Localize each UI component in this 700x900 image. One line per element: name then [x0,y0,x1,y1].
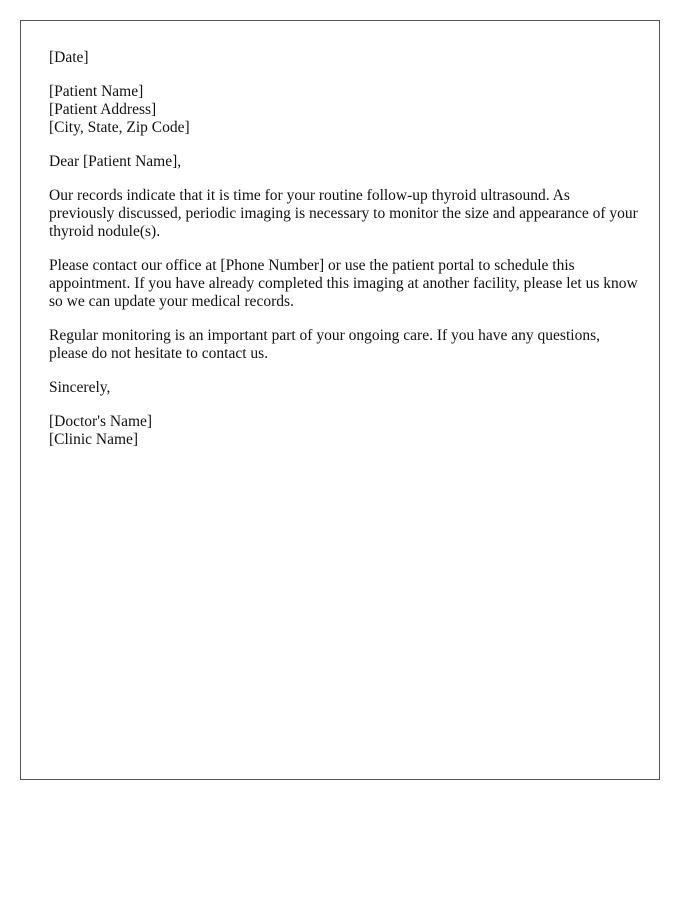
closing: Sincerely, [49,379,111,396]
salutation: Dear [Patient Name], [49,153,182,170]
body-paragraph-3: Regular monitoring is an important part of your ongoing care. If you have any questions, please do not hesitate to contact us. [49,327,600,362]
recipient-address: [Patient Address] [49,101,157,118]
recipient-address-block [49,83,639,137]
body-paragraph-1: Our records indicate that it is time for your routine follow-up thyroid ultrasound. As previously discussed, periodic imaging is necessary to monitor the size and appearance of your thyroid nodule(s). [49,187,638,240]
letter-body [49,49,639,465]
doctor-name: [Doctor's Name] [49,413,153,430]
recipient-name: [Patient Name] [49,83,144,100]
signature-block [49,413,639,449]
body-paragraph-2: Please contact our office at [Phone Number] or use the patient portal to schedule this appointment. If you have already completed this imaging at another facility, please let us know so we can update your medical records. [49,257,638,310]
date-block [49,49,639,67]
letter-date: [Date] [49,49,89,66]
letter-page [20,20,660,780]
recipient-city-state-zip: [City, State, Zip Code] [49,119,190,136]
clinic-name: [Clinic Name] [49,431,139,448]
